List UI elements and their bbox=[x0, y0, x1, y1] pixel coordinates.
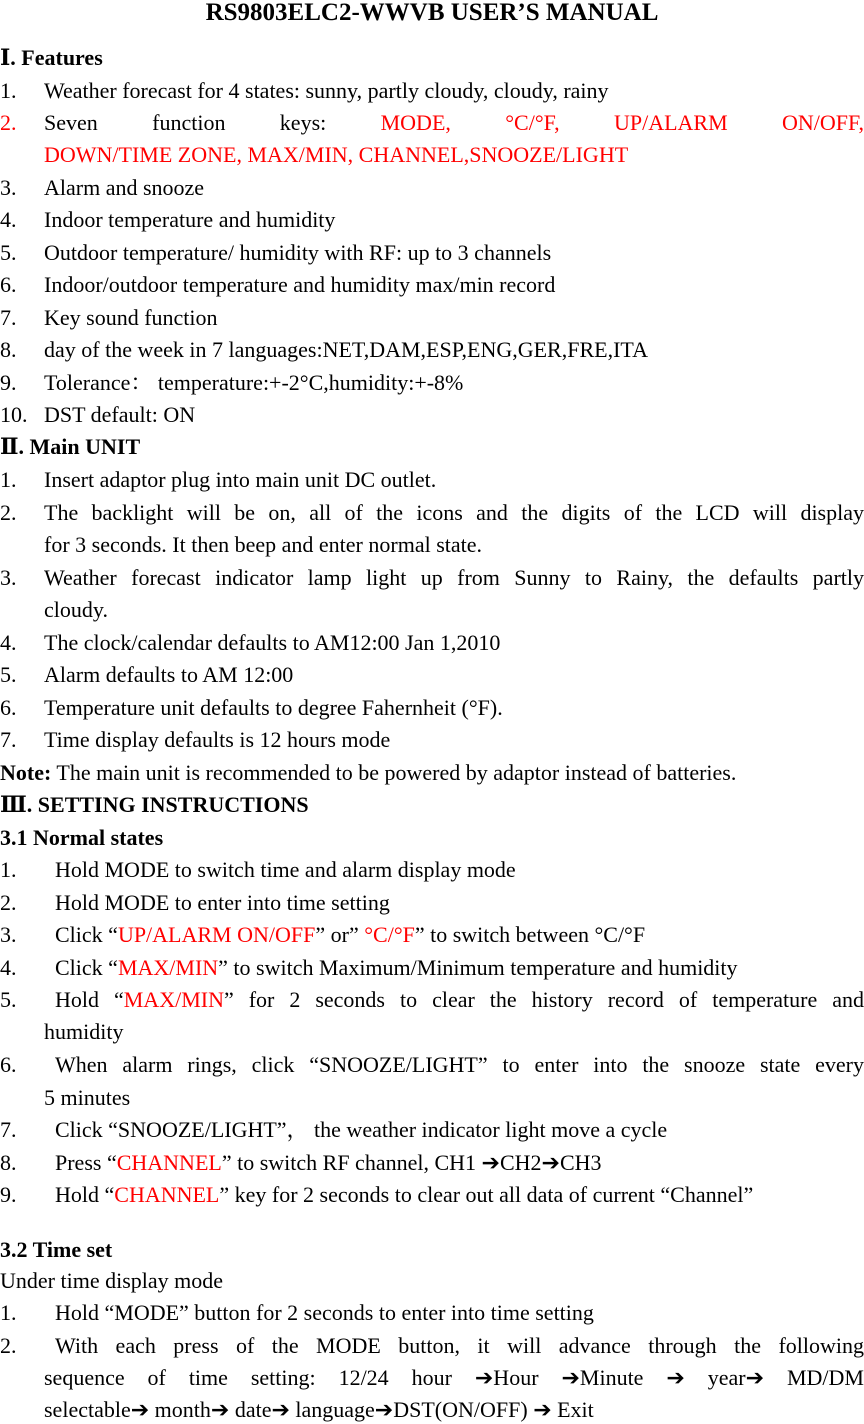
item-text: Hold “CHANNEL” key for 2 seconds to clear out all data of current “Channel” bbox=[55, 1182, 754, 1207]
item-text: Insert adaptor plug into main unit DC outlet. bbox=[44, 467, 437, 492]
item-number: 6. bbox=[0, 695, 17, 720]
item-text: for 3 seconds. It then beep and enter normal state. bbox=[44, 532, 483, 557]
item-number: 2. bbox=[0, 110, 17, 135]
item-text: Hold MODE to enter into time setting bbox=[55, 890, 390, 915]
item-number: 8. bbox=[0, 337, 17, 362]
item-number: 9. bbox=[0, 370, 17, 395]
item-number: 1. bbox=[0, 78, 17, 103]
item-number: 5. bbox=[0, 987, 17, 1012]
note bbox=[0, 760, 864, 786]
item-text: 5 minutes bbox=[44, 1085, 131, 1110]
item-text: The backlight will be on, all of the icons and the digits of the LCD will display bbox=[44, 500, 864, 525]
note-text: The main unit is recommended to be powered by adaptor instead of batteries. bbox=[51, 760, 737, 785]
item-number: 4. bbox=[0, 207, 17, 232]
item-text: Alarm and snooze bbox=[44, 175, 205, 200]
item-text: Outdoor temperature/ humidity with RF: up to 3 channels bbox=[44, 240, 552, 265]
note-label: Note: bbox=[0, 760, 52, 785]
item-number: 6. bbox=[0, 1052, 17, 1077]
item-text: Temperature unit defaults to degree Fahernheit (°F). bbox=[44, 695, 503, 720]
item-number: 3. bbox=[0, 922, 17, 947]
item-text: cloudy. bbox=[44, 597, 108, 622]
item-text: Key sound function bbox=[44, 305, 218, 330]
item-text: DST default: ON bbox=[44, 402, 196, 427]
item-number: 1. bbox=[0, 467, 17, 492]
item-text: Press “CHANNEL” to switch RF channel, CH1 ➔CH2➔CH3 bbox=[55, 1150, 602, 1175]
key-name: CHANNEL bbox=[116, 1150, 222, 1175]
item-number: 7. bbox=[0, 1117, 17, 1142]
item-text: Hold “MAX/MIN” for 2 seconds to clear the history record of temperature and bbox=[55, 987, 864, 1012]
item-number: 2. bbox=[0, 500, 17, 525]
item-number: 2. bbox=[0, 890, 17, 915]
item-number: 1. bbox=[0, 857, 17, 882]
item-text: The clock/calendar defaults to AM12:00 Jan 1,2010 bbox=[44, 630, 501, 655]
item-text: Tolerance： temperature:+-2°C,humidity:+-8% bbox=[44, 370, 464, 395]
item-text: Hold MODE to switch time and alarm display mode bbox=[55, 857, 516, 882]
item-text: Click “UP/ALARM ON/OFF” or” °C/°F” to switch between °C/°F bbox=[55, 922, 646, 947]
section-setting-instructions-heading: Ⅲ. SETTING INSTRUCTIONS bbox=[0, 792, 309, 817]
item-text-function-keys: Seven function keys: MODE, °C/°F, UP/ALARM ON/OFF, bbox=[44, 110, 864, 135]
time-set-intro: Under time display mode bbox=[0, 1268, 224, 1293]
document-title: RS9803ELC2-WWVB USER’S MANUAL bbox=[205, 0, 659, 26]
item-text: Click “SNOOZE/LIGHT”， the weather indicator light move a cycle bbox=[55, 1117, 668, 1142]
item-number: 1. bbox=[0, 1300, 17, 1325]
item-text: Weather forecast indicator lamp light up from Sunny to Rainy, the defaults partly bbox=[44, 565, 864, 590]
item-number: 5. bbox=[0, 662, 17, 687]
item-number: 3. bbox=[0, 565, 17, 590]
item-text: Indoor temperature and humidity bbox=[44, 207, 336, 232]
key-name: MAX/MIN bbox=[123, 987, 224, 1012]
item-text: humidity bbox=[44, 1019, 124, 1044]
section-features-heading: Ⅰ. Features bbox=[0, 45, 103, 70]
key-name: UP/ALARM ON/OFF bbox=[117, 922, 316, 947]
item-number: 7. bbox=[0, 727, 17, 752]
section-main-unit-heading: Ⅱ. Main UNIT bbox=[0, 434, 141, 459]
item-number: 9. bbox=[0, 1182, 17, 1207]
item-text: With each press of the MODE button, it will advance through the following bbox=[55, 1333, 864, 1358]
item-number: 8. bbox=[0, 1150, 17, 1175]
item-text: DOWN/TIME ZONE, MAX/MIN, CHANNEL,SNOOZE/LIGHT bbox=[44, 142, 629, 167]
item-text: Alarm defaults to AM 12:00 bbox=[44, 662, 294, 687]
item-number: 2. bbox=[0, 1333, 17, 1358]
item-number: 7. bbox=[0, 305, 17, 330]
item-text: Hold “MODE” button for 2 seconds to enter into time setting bbox=[55, 1300, 594, 1325]
item-text: sequence of time setting: 12/24 hour ➔Hour ➔Minute ➔ year➔ MD/DM bbox=[44, 1365, 864, 1390]
item-number: 4. bbox=[0, 630, 17, 655]
item-number: 6. bbox=[0, 272, 17, 297]
subsection-time-set-heading: 3.2 Time set bbox=[0, 1237, 113, 1262]
item-text: selectable➔ month➔ date➔ language➔DST(ON/OFF) ➔ Exit bbox=[44, 1397, 594, 1422]
item-number: 4. bbox=[0, 955, 17, 980]
item-number: 5. bbox=[0, 240, 17, 265]
item-text: Time display defaults is 12 hours mode bbox=[44, 727, 391, 752]
subsection-normal-states-heading: 3.1 Normal states bbox=[0, 825, 164, 850]
key-name: MAX/MIN bbox=[117, 955, 219, 980]
item-text: Click “MAX/MIN” to switch Maximum/Minimum temperature and humidity bbox=[55, 955, 738, 980]
key-name: CHANNEL bbox=[114, 1182, 220, 1207]
key-name: °C/°F bbox=[364, 922, 415, 947]
item-text: Weather forecast for 4 states: sunny, partly cloudy, cloudy, rainy bbox=[44, 78, 609, 103]
item-text: Indoor/outdoor temperature and humidity max/min record bbox=[44, 272, 556, 297]
item-number: 3. bbox=[0, 175, 17, 200]
item-number: 10. bbox=[0, 402, 28, 427]
item-text: day of the week in 7 languages:NET,DAM,ESP,ENG,GER,FRE,ITA bbox=[44, 337, 648, 362]
item-text: When alarm rings, click “SNOOZE/LIGHT” to enter into the snooze state every bbox=[55, 1052, 864, 1077]
